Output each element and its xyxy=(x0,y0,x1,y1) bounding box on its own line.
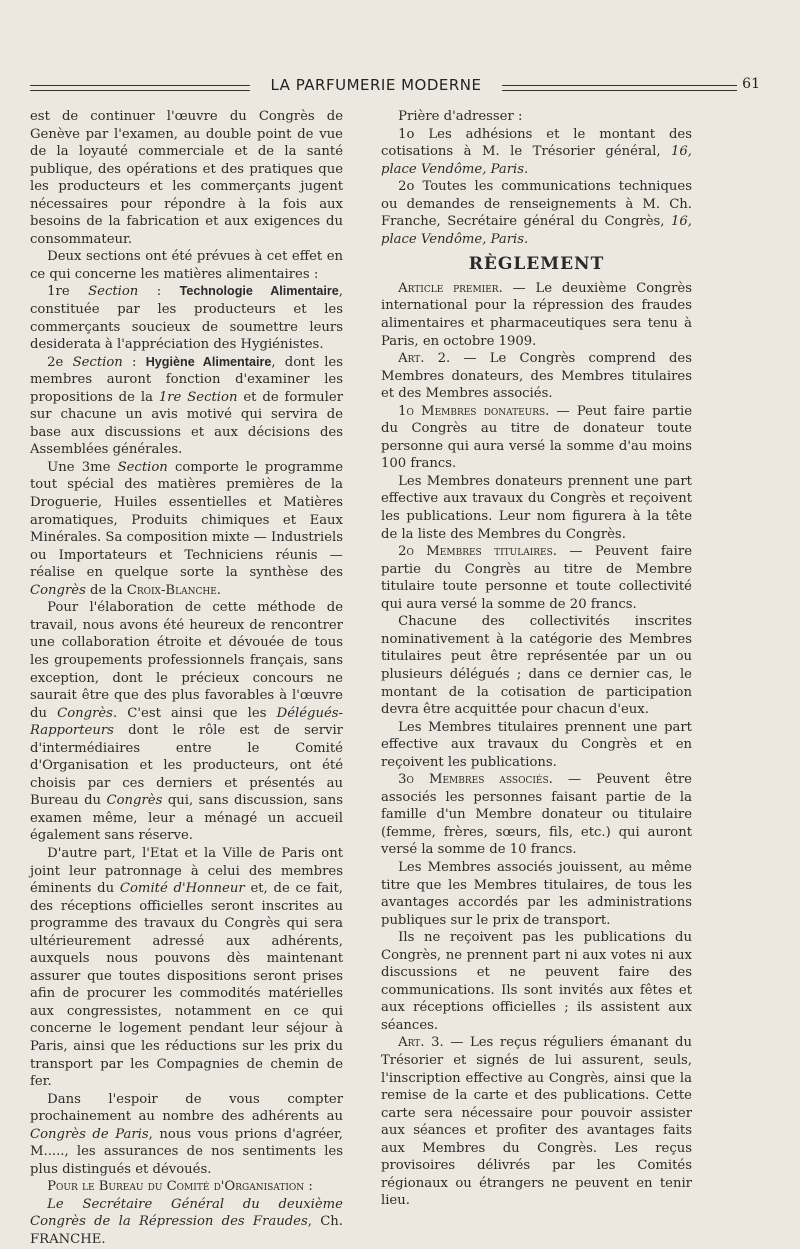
section-2-number: 2e xyxy=(47,354,64,370)
membres-titulaires-text: — Peuvent faire partie du Congrès au titre de Membre titulaire toute personne et toute collectivité qui aura versé la somme de 20 francs. xyxy=(381,544,692,612)
address-2-text: 2o Toutes les communications techniques ou demandes de renseignements à M. Ch. Franche, Secrétaire général du Congrès, xyxy=(381,179,692,230)
signature-line-1: Pour le Bureau du Comité d'Organisation : xyxy=(47,1179,313,1195)
p5-text-a: Dans l'espoir de vous compter prochainement au nombre des adhérents au xyxy=(30,1091,343,1125)
section-1-number: 1re xyxy=(47,284,70,300)
section-3-text-b: comporte le programme tout spécial des matières premières de la Droguerie, Huiles essentielles et Matières aromatiques, Produits chimiques et Eaux Minérales. Sa composition mixte — Industriels ou Importateurs et Techniciens réunis — réalise en quelque sorte la synthèse des xyxy=(30,459,344,581)
article-2 xyxy=(381,350,692,403)
membres-titulaires-publications: Les Membres titulaires prennent une part effective aux travaux du Congrès et en reçoivent les publications. xyxy=(381,719,692,770)
p5-congres: Congrès de Paris xyxy=(30,1126,149,1142)
article-3 xyxy=(381,1034,692,1209)
membres-associes-avantages: Les Membres associés jouissent, au même titre que les Membres titulaires, de tous les avantages accordés par les administrations publiques sur le prix de transport. xyxy=(381,859,692,928)
p5-text-b: , nous vous prions d'agréer, M....., les assurances de nos sentiments les plus distingués et dévoués. xyxy=(30,1126,343,1177)
section-2-label: Section xyxy=(72,354,123,370)
p3-text-b: . C'est ainsi que les xyxy=(112,705,277,721)
section-3-congres: Congrès xyxy=(30,582,86,598)
membres-associes-text: — Peuvent être associés les personnes faisant partie de la famille d'un Membre donateur ou titulaire (femme, frères, sœurs, fils, etc.) qui auront versé la somme de 10 francs. xyxy=(381,772,692,858)
section-3-text-d: . xyxy=(216,582,221,598)
membres-titulaires-label: 2o Membres titulaires. xyxy=(398,544,557,560)
membres-associes-label: 3o Membres associés. xyxy=(398,772,553,788)
header-rule-right xyxy=(502,85,737,91)
section-1-label: Section xyxy=(88,284,139,300)
page-header xyxy=(30,76,760,98)
signature-line-2 xyxy=(30,1196,343,1249)
membres-associes-restrictions: Ils ne reçoivent pas les publications du Congrès, ne prennent part ni aux votes ni aux discussions et ne peuvent faire des communications. Ils sont invités aux fêtes et aux réceptions officielles ; ils assistent aux séances. xyxy=(381,930,692,1033)
article-2-label: Art. 2. xyxy=(398,351,451,367)
section-2-text-b: et de formuler sur chacune un avis motivé qui servira de base aux discussions et aux décisions des Assemblées générales. xyxy=(30,389,344,458)
paragraph-sections: Deux sections ont été prévues à cet effet en ce qui concerne les matières alimentaires : xyxy=(30,249,343,282)
priere-adresser: Prière d'adresser : xyxy=(398,109,523,124)
p4-comite: Comité d'Honneur xyxy=(119,881,245,897)
p3-text-c: dont le rôle est de servir d'intermédiaires entre le Comité d'Organisation et les producteurs, ont été choisis par ces derniers et présentés au Bureau du xyxy=(30,723,343,809)
article-1 xyxy=(381,280,692,350)
section-3-croix-blanche: Croix-Blanche xyxy=(126,582,217,598)
address-item-1 xyxy=(381,126,692,179)
p3-congres-2: Congrès xyxy=(106,793,163,809)
p3-delegues: Délégués-Rapporteurs xyxy=(30,705,343,739)
membres-donateurs-text: — Peut faire partie du Congrès au titre de donateur toute personne qui aura versé la somme d'au moins 100 francs. xyxy=(381,403,692,472)
article-1-label: Article premier. xyxy=(398,280,503,296)
section-3-text-a: Une 3me xyxy=(47,459,118,475)
p3-text-a: Pour l'élaboration de cette méthode de travail, nous avons été heureux de rencontrer une collaboration étroite et dévouée de tous les groupements professionnels français, sans exception, dont le précieux concours ne saurait être que des plus favorables à l'œuvre du xyxy=(30,600,343,721)
signature-title: Le Secrétaire Général du deuxième Congrès de la Répression des Fraudes xyxy=(30,1196,343,1230)
address-2-end: . xyxy=(524,231,529,247)
header-rule-left xyxy=(30,85,250,91)
article-1-text: — Le deuxième Congrès international pour la répression des fraudes alimentaires et pharmaceutiques sera tenu à Paris, en octobre 1909. xyxy=(381,280,692,349)
section-2-ref: 1re Section xyxy=(158,389,238,405)
membres-donateurs-label: 1o Membres donateurs. xyxy=(398,403,550,419)
journal-title: LA PARFUMERIE MODERNE xyxy=(270,76,482,94)
p3-text-d: qui, sans discussion, sans examen même, leur a ménagé un accueil également sans réserve. xyxy=(30,793,344,844)
signature-name: , Ch. FRANCHE. xyxy=(30,1214,343,1247)
section-2-title: Hygiène Alimentaire xyxy=(145,354,272,369)
right-column xyxy=(381,108,692,1210)
address-1-end: . xyxy=(524,161,529,177)
membres-donateurs-details: Les Membres donateurs prennent une part effective aux travaux du Congrès et reçoivent les publications. Leur nom figurera à la tête de la liste des Membres du Congrès. xyxy=(381,473,692,542)
article-3-text: — Les reçus réguliers émanant du Trésorier et signés de lui assurent, seuls, l'inscription effective au Congrès, ainsi que la remise de la carte et des publications. Cette carte sera nécessaire pour pouvoir assister aux séances et profiter des avantages faits aux Membres du Congrès. Les reçus provisoires délivrés par les Comités régionaux ou étrangers ne peuvent en tenir lieu. xyxy=(381,1035,692,1209)
left-column xyxy=(30,108,343,1249)
page-number: 61 xyxy=(742,76,760,92)
membres-donateurs xyxy=(381,403,692,473)
section-3-text-c: de la xyxy=(85,582,127,598)
paragraph-patronage xyxy=(30,845,343,1091)
address-1-place: 16, place Vendôme, Paris xyxy=(381,144,692,177)
paragraph-collaboration xyxy=(30,599,343,845)
p4-text-a: D'autre part, l'Etat et la Ville de Paris ont joint leur patronnage à celui des membres éminents du xyxy=(30,845,343,897)
paragraph-closing xyxy=(30,1091,343,1179)
section-3-label: Section xyxy=(117,459,168,475)
section-1-text: , constituée par les producteurs et les commerçants soucieux de soumettre leurs desiderata à l'appréciation des Hygiénistes. xyxy=(30,284,343,353)
section-3 xyxy=(30,459,343,599)
article-2-text: — Le Congrès comprend des Membres donateurs, des Membres titulaires et des Membres associés. xyxy=(381,351,692,402)
reglement-heading: RÈGLEMENT xyxy=(468,254,605,275)
paragraph-intro: est de continuer l'œuvre du Congrès de Genève par l'examen, au double point de vue de la loyauté commerciale et de la santé publique, des opérations et des pratiques que les producteurs et les commerçants jugent nécessaires pour répondre à la fois aux besoins de la fabrication et aux exigences du consommateur. xyxy=(30,109,343,247)
membres-titulaires-collectivites: Chacune des collectivités inscrites nominativement à la catégorie des Membres titulaires peut être représentée par un ou plusieurs délégués ; dans ce dernier cas, le montant de la cotisation de participation devra être acquittée pour chacun d'eux. xyxy=(381,614,692,718)
address-1-text: 1o Les adhésions et le montant des cotisations à M. le Trésorier général, xyxy=(381,126,692,160)
article-3-label: Art. 3. xyxy=(398,1035,444,1051)
section-2-text-a: , dont les membres auront fonction d'examiner les propositions de la xyxy=(30,354,343,405)
address-2-place: 16, place Vendôme, Paris xyxy=(381,214,692,247)
section-1-title: Technologie Alimentaire xyxy=(179,284,339,299)
section-1: 1re Section : Technologie Alimentaire, constituée par les producteurs et les commerçants soucieux de soumettre leurs desiderata à l'appréciation des Hygiénistes. xyxy=(30,284,343,353)
membres-titulaires xyxy=(381,543,692,613)
address-item-2 xyxy=(381,178,692,248)
p3-congres: Congrès xyxy=(57,705,113,721)
section-2: 2e Section : Hygiène Alimentaire, dont les membres auront fonction d'examiner les propositions de la 1re Section et de formuler sur chacune un avis motivé qui servira de base aux discussions et aux décisions des Assemblées générales. xyxy=(30,354,344,458)
membres-associes xyxy=(381,771,692,859)
p4-text-b: et, de ce fait, des réceptions officielles seront inscrites au programme des travaux du Congrès qui sera ultérieurement adressé aux adhérents, auxquels nous pouvons dès maintenant assurer que toutes dispositions seront prises afin de procurer les commodités matérielles aux congressistes, notamment en ce qui concerne le logement pendant leur séjour à Paris, ainsi que les réductions sur les prix du transport par les Compagnies de chemin de fer. xyxy=(30,881,343,1090)
